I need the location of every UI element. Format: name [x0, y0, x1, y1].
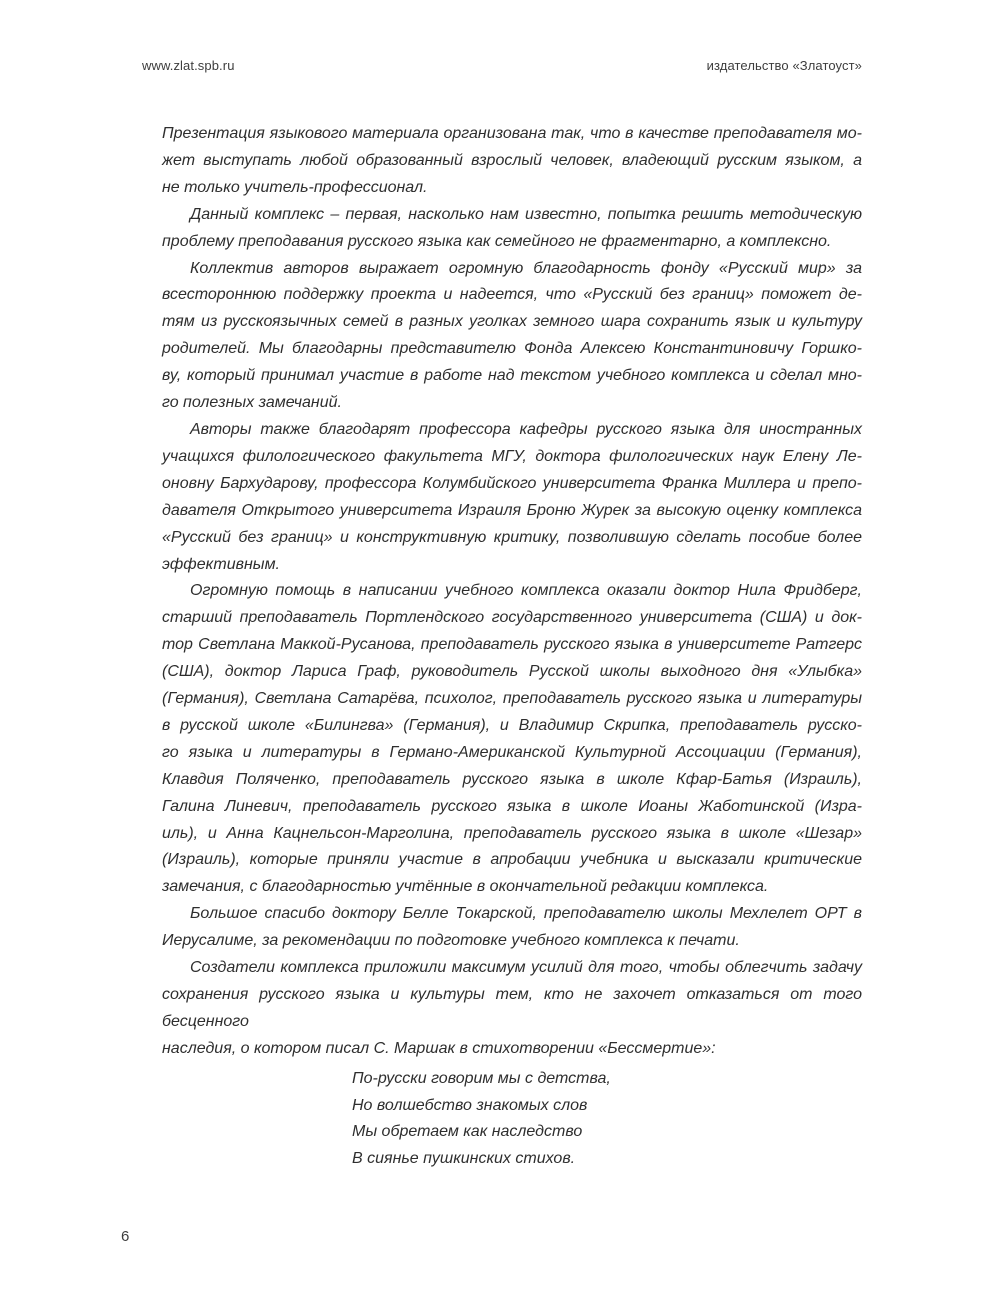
text-line: оновну Бархударову, профессора Колумбийского университета Франка Миллера и препо- [162, 474, 862, 492]
text-line: жет выступать любой образованный взрослый человек, владеющий русским языком, а [162, 151, 862, 169]
text-line: иль), и Анна Кацнельсон-Марголина, преподаватель русского языка в школе «Шезар» [162, 824, 862, 842]
paragraph [162, 578, 862, 901]
text-line: «Русский без границ» и конструктивную критику, позволившую сделать пособие более [162, 528, 862, 546]
text-line: го языка и литературы в Германо-Американской Культурной Ассоциации (Германия), [162, 743, 862, 761]
poem-line: По-русски говорим мы с детства, [352, 1070, 611, 1087]
poem [352, 1066, 611, 1172]
page-number: 6 [121, 1228, 130, 1245]
text-line: проблему преподавания русского языка как семейного не фрагментарно, а комплексно. [162, 232, 832, 250]
text-line: Создатели комплекса приложили максимум усилий для того, чтобы облегчить задачу [190, 959, 862, 977]
text-line: Клавдия Поляченко, преподаватель русского языка в школе Кфар-Батья (Израиль), [162, 770, 862, 788]
paragraph [162, 202, 862, 256]
text-line: Иерусалиме, за рекомендации по подготовке учебного комплекса к печати. [162, 932, 740, 950]
text-line: Огромную помощь в написании учебного комплекса оказали доктор Нила Фридберг, [190, 582, 862, 600]
text-line: Большое спасибо доктору Белле Токарской, преподавателю школы Мехлелет ОРТ в [190, 905, 862, 923]
poem-line: Но волшебство знакомых слов [352, 1096, 588, 1114]
paragraph [162, 901, 862, 955]
text-line: Авторы также благодарят профессора кафедры русского языка для иностранных [190, 420, 862, 438]
poem-line: Мы обретаем как наследство [352, 1123, 583, 1140]
paragraph [162, 121, 862, 202]
text-line: ву, который принимал участие в работе над текстом учебного комплекса и сделал мно- [162, 367, 862, 385]
text-line: (США), доктор Лариса Граф, руководитель Русской школы выходного дня «Улыбка» [162, 663, 862, 681]
poem-line: В сиянье пушкинских стихов. [352, 1149, 576, 1167]
text-line: Данный комплекс – первая, насколько нам известно, попытка решить методическую [190, 205, 862, 223]
text-line: тям из русскоязычных семей в разных уголках земного шара сохранить язык и культуру [162, 313, 862, 331]
text-line: давателя Открытого университета Израиля Броню Журек за высокую оценку комплекса [162, 501, 862, 519]
body-text [162, 121, 862, 1063]
header-site-url: www.zlat.spb.ru [142, 58, 235, 73]
text-line: старший преподаватель Портлендского государственного университета (США) и док- [162, 609, 862, 627]
paragraph [162, 955, 862, 1063]
text-line: тор Светлана Маккой-Русанова, преподаватель русского языка в университете Ратгерс [162, 636, 862, 654]
text-line: го полезных замечаний. [162, 394, 342, 412]
text-line: родителей. Мы благодарны представителю Фонда Алексею Константиновичу Горшко- [162, 340, 862, 358]
text-line: эффективным. [162, 555, 280, 573]
header-publisher: издательство «Златоуст» [706, 58, 862, 73]
text-line: всестороннюю поддержку проекта и надеется, что «Русский без границ» поможет де- [162, 286, 862, 304]
text-line: в русской школе «Билингва» (Германия), и Владимир Скрипка, преподаватель русско- [162, 716, 862, 734]
text-line: Галина Линевич, преподаватель русского языка в школе Иоаны Жаботинской (Изра- [162, 797, 862, 815]
text-line: (Германия), Светлана Сатарёва, психолог, преподаватель русского языка и литературы [162, 690, 862, 708]
text-line: учащихся филологического факультета МГУ, доктора филологических наук Елену Ле- [162, 447, 862, 465]
text-line: Презентация языкового материала организована так, что в качестве преподавателя мо- [162, 125, 862, 142]
text-line: замечания, с благодарностью учтённые в окончательной редакции комплекса. [162, 878, 769, 896]
text-line: Коллектив авторов выражает огромную благодарность фонду «Русский мир» за [190, 259, 862, 277]
text-line: сохранения русского языка и культуры тем, кто не захочет отказаться от того бесценного [162, 986, 862, 1030]
text-line: не только учитель-профессионал. [162, 178, 428, 196]
text-line: (Израиль), которые приняли участие в апробации учебника и высказали критические [162, 851, 862, 869]
text-line: наследия, о котором писал С. Маршак в стихотворении «Бессмертие»: [162, 1039, 716, 1057]
paragraph [162, 256, 862, 417]
paragraph [162, 417, 862, 578]
page-header [142, 58, 862, 73]
